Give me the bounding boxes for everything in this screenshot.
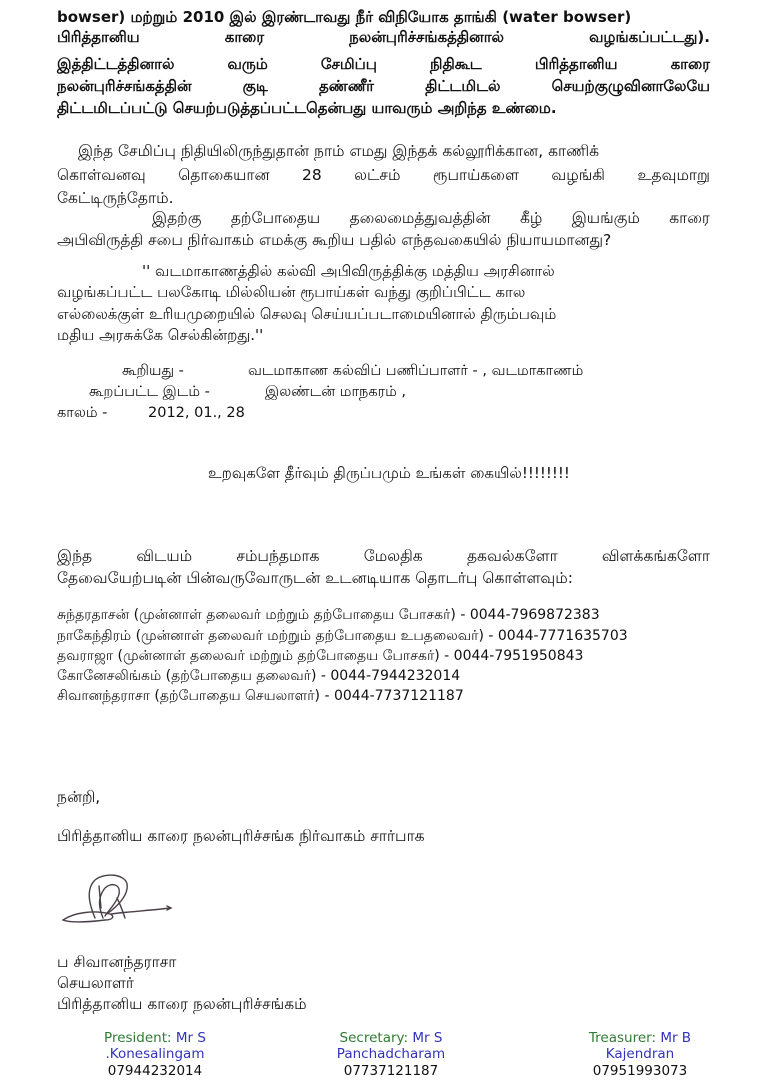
closing-thanks: நன்றி, [57,788,101,806]
quote-line-4: மதிய அரசுக்கே செல்கின்றது.'' [57,326,264,344]
contact-intro-line-2: தேவையேற்படின் பின்வருவோருடன் உடனடியாக தொடர்பு கொள்ளவும்: [57,569,573,587]
paragraph-1-line-2: பிரித்தானிய காரை நலன்புரிச்சங்கத்தினால் வழங்கப்பட்டது). [57,28,710,46]
signatory-name: ப சிவானந்தராசா [57,953,177,971]
quote-line-1: '' வடமாகாணத்தில் கல்வி அபிவிருத்திக்கு மத்திய அரசினால் [142,262,555,280]
paragraph-2-line-3: கேட்டிருந்தோம். [57,189,174,207]
footer-president [55,1030,255,1079]
paragraph-1-line-4: நலன்புரிச்சங்கத்தின் குடி தண்ணீர் திட்டமிடல் செயற்குழுவினாலேயே [57,77,710,95]
footer-treasurer-role: Treasurer: [588,1030,657,1046]
contact-item: கோனேசலிங்கம் (தற்போதைய தலைவர்) - 0044-7944232014 [57,668,461,684]
paragraph-2-line-5: அபிவிருத்தி சபை நிர்வாகம் எமக்கு கூறிய பதில் எந்தவகையில் நியாயமானது? [57,231,612,249]
footer-president-role: President: [104,1030,172,1046]
footer-president-phone: 07944232014 [107,1063,203,1079]
footer-secretary-name: Mr S Panchadcharam [336,1030,446,1062]
quote-line-2: வழங்கப்பட்ட பலகோடி மில்லியன் ரூபாய்கள் வந்து குறிப்பிட்ட கால [57,283,526,301]
footer-treasurer-name: Mr B Kajendran [605,1030,692,1062]
contact-item: சுந்தரதாசன் (முன்னாள் தலைவர் மற்றும் தற்போதைய போசகர்) - 0044-7969872383 [57,607,600,623]
contact-item: சிவானந்தராசா (தற்போதைய செயலாளர்) - 0044-7737121187 [57,688,464,704]
paragraph-1-line-5: திட்டமிடப்பட்டு செயற்படுத்தப்பட்டதென்பது யாவரும் அறிந்த உண்மை. [57,99,557,117]
footer-secretary-phone: 07737121187 [343,1063,439,1079]
contact-item: தவராஜா (முன்னாள் தலைவர் மற்றும் தற்போதைய போசகர்) - 0044-7951950843 [57,648,584,664]
footer-treasurer-phone: 07951993073 [592,1063,688,1079]
contact-intro-line-1: இந்த விடயம் சம்பந்தமாக மேலதிக தகவல்களோ விளக்கங்களோ [57,547,710,565]
said-by-label: கூறியது - [122,363,184,379]
closing-on-behalf: பிரித்தானிய காரை நலன்புரிச்சங்க நிர்வாகம் சார்பாக [57,827,425,845]
contact-item: நாகேந்திரம் (முன்னாள் தலைவர் மற்றும் தற்போதைய உபதலைவர்) - 0044-7771635703 [57,628,628,644]
paragraph-2-line-4: இதற்கு தற்போதைய தலைமைத்துவத்தின் கீழ் இயங்கும் காரை [152,209,710,227]
footer-secretary-role: Secretary: [339,1030,409,1046]
quote-line-3: எல்லைக்குள் உரியமுறையில் செலவு செய்யப்படாமையினால் திரும்பவும் [57,305,557,323]
signatory-title: செயலாளர் [57,974,134,992]
said-by-value: வடமாகாண கல்விப் பணிப்பாளர் - , வடமாகாணம் [248,363,584,379]
paragraph-2-line-1: இந்த சேமிப்பு நிதியிலிருந்துதான் நாம் எமது இந்தக் கல்லூரிக்கான, காணிக் [78,142,600,160]
time-label: காலம் - [57,405,108,421]
signature-image [55,868,175,928]
paragraph-2-line-2: கொள்வனவு தொகையான 28 லட்சம் ரூபாய்களை வழங்கி உதவுமாறு [57,166,710,184]
footer-secretary [286,1030,496,1079]
time-value: 2012, 01., 28 [148,405,245,421]
footer-president-name: Mr S .Konesalingam [105,1030,206,1062]
place-value: இலண்டன் மாநகரம் , [265,384,406,400]
slogan: உறவுகளே தீர்வும் திருப்பமும் உங்கள் கையில்!!!!!!!! [208,464,570,482]
paragraph-1-line-1: bowser) மற்றும் 2010 இல் இரண்டாவது நீர் விநியோக தாங்கி (water bowser) [57,8,632,26]
paragraph-1-line-3: இத்திட்டத்தினால் வரும் சேமிப்பு நிதிகூட பிரித்தானிய காரை [57,55,710,73]
place-label: கூறப்பட்ட இடம் - [89,384,210,400]
footer-treasurer [555,1030,725,1079]
signatory-organization: பிரித்தானிய காரை நலன்புரிச்சங்கம் [57,995,307,1013]
